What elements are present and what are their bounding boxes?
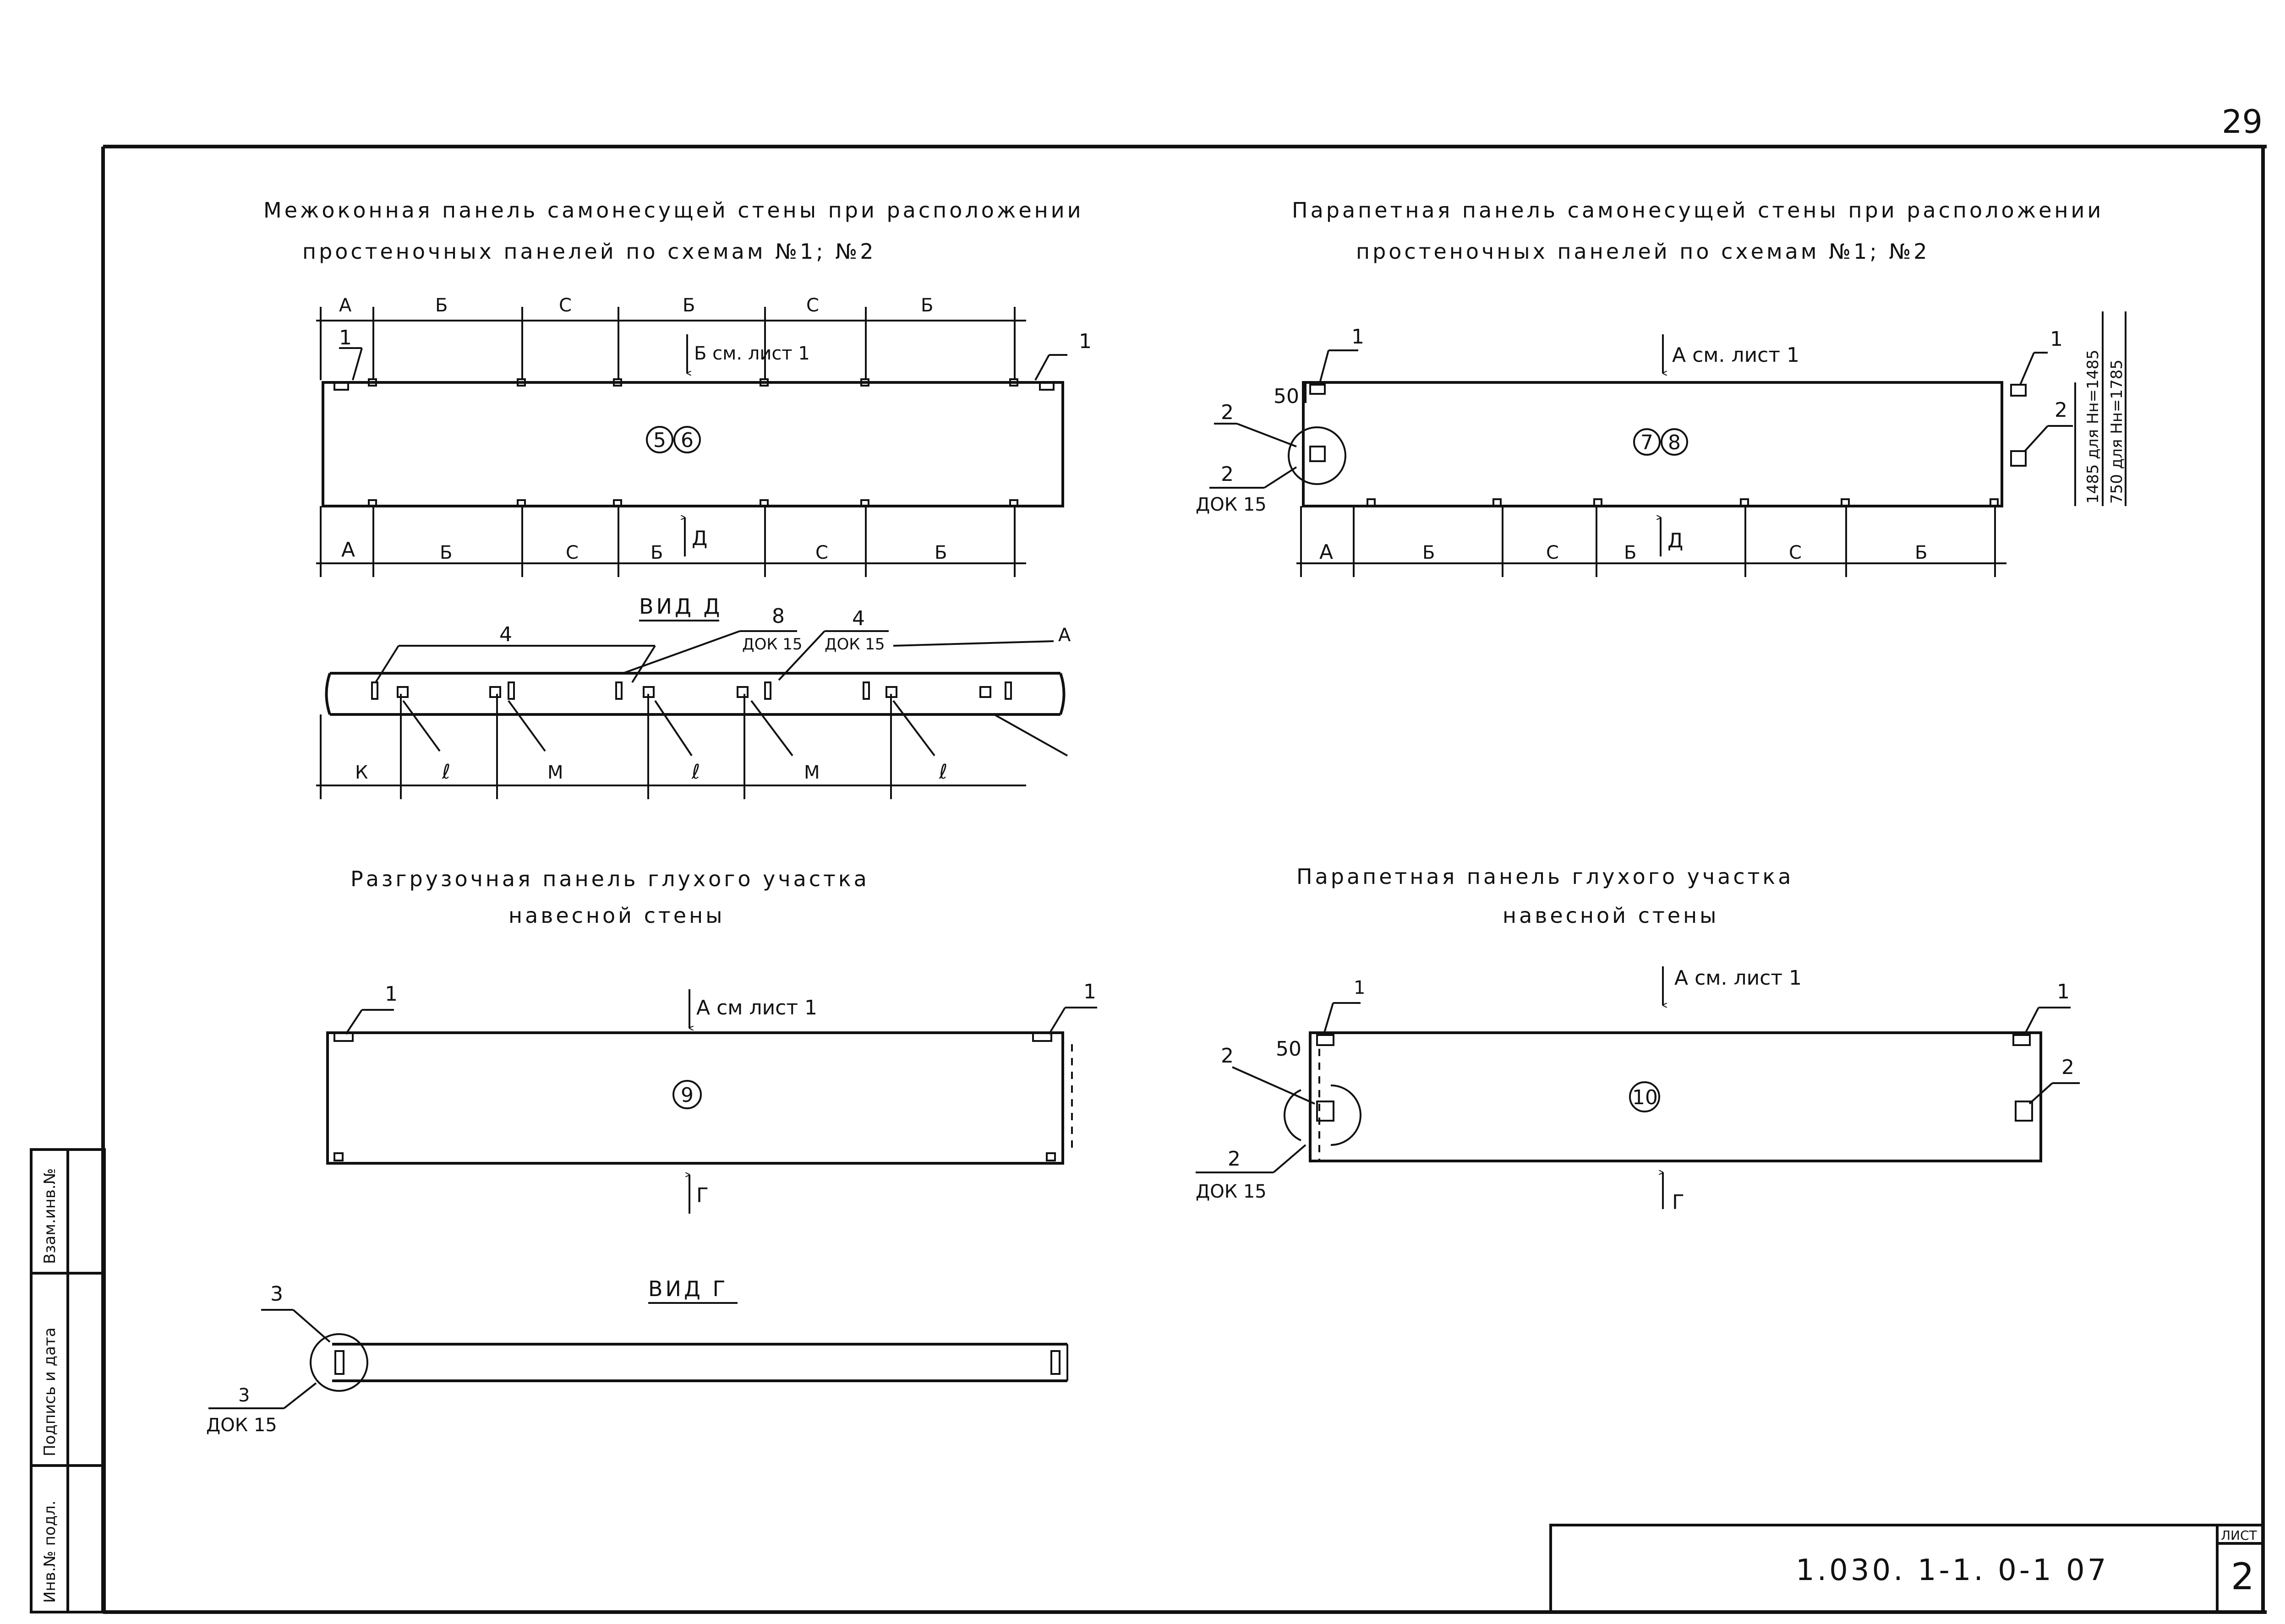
tl-bot-dim-b3: Б <box>935 542 947 563</box>
view-d-dim-m2: М <box>804 762 820 783</box>
br-doc-ref: ДОК 15 <box>1196 1181 1267 1202</box>
br-callout-2-bottom: 2 <box>1228 1147 1241 1171</box>
tl-see-note: Б см. лист 1 <box>694 343 810 364</box>
view-g-doc-ref: ДОК 15 <box>206 1415 277 1436</box>
panel-bl-title-2: навесной стены <box>508 903 725 928</box>
doc-code: 1.030. 1-1. 0-1 07 <box>1796 1553 2109 1587</box>
tr-see-note: А см. лист 1 <box>1672 343 1799 367</box>
side-stamp <box>31 1150 104 1612</box>
panel-tr-title-2: простеночных панелей по схемам №1; №2 <box>1356 239 1930 264</box>
view-d-callout-4b: 4 <box>852 607 865 630</box>
sheet-number: 2 <box>2231 1555 2254 1598</box>
tr-dim-50: 50 <box>1274 385 1299 408</box>
tr-arrow-label: Д <box>1667 529 1684 552</box>
panel-top-right <box>1196 198 2126 577</box>
tl-callout-1-right: 1 <box>1079 330 1092 353</box>
view-d-dim-l3: ℓ <box>939 760 948 784</box>
view-g-callout-3-ref: 3 <box>238 1385 250 1406</box>
tr-callout-1-right: 1 <box>2050 327 2063 351</box>
tr-doc-ref: ДОК 15 <box>1196 494 1267 515</box>
panel-tr-title-1: Парапетная панель самонесущей стены при расположении <box>1292 198 2104 223</box>
stamp-replace-inv: Взам.инв.№ <box>41 1168 59 1264</box>
tl-top-dim-b3: Б <box>921 295 934 316</box>
tr-callout-2-top: 2 <box>1221 401 1234 424</box>
br-callout-1-right: 1 <box>2057 980 2070 1003</box>
br-panel-outline <box>1310 1033 2041 1161</box>
tl-bot-dim-c1: С <box>566 542 579 563</box>
tr-callout-1-left: 1 <box>1351 325 1364 349</box>
tl-mark-5: 5 <box>653 429 666 452</box>
tr-bot-dim-b1: Б <box>1422 542 1435 563</box>
view-d-callout-a: А <box>1058 625 1071 646</box>
br-mark-10: 10 <box>1632 1086 1658 1109</box>
tl-top-dim-c1: С <box>559 295 572 316</box>
panel-bottom-left <box>328 866 1097 1214</box>
view-d-ref-8: ДОК 15 <box>742 635 803 654</box>
tr-h-note-1: 1485 для Нн=1485 <box>2084 349 2102 504</box>
bl-callout-1-left: 1 <box>385 982 398 1006</box>
bl-panel-outline <box>328 1033 1063 1163</box>
tl-arrow-label: Д <box>692 527 708 550</box>
view-g-callout-3: 3 <box>270 1282 283 1306</box>
tr-mark-8: 8 <box>1668 431 1681 454</box>
br-see-note: А см. лист 1 <box>1674 966 1802 990</box>
tl-bot-dim-b1: Б <box>440 542 453 563</box>
panel-tl-title-1: Межоконная панель самонесущей стены при расположении <box>263 198 1084 223</box>
tr-mark-7: 7 <box>1640 431 1653 454</box>
tl-callout-1-left: 1 <box>339 326 352 349</box>
br-callout-2-right: 2 <box>2061 1056 2074 1079</box>
bl-mark-9: 9 <box>681 1084 694 1107</box>
panel-tl-title-2: простеночных панелей по схемам №1; №2 <box>302 239 876 264</box>
view-d-callout-4: 4 <box>499 623 512 646</box>
view-d-dim-l1: ℓ <box>442 760 451 784</box>
stamp-inv-orig: Инв.№ подл. <box>41 1500 59 1603</box>
bl-arrow-label: Г <box>696 1184 709 1207</box>
view-d-dim-m1: М <box>547 762 563 783</box>
view-d <box>316 594 1071 799</box>
view-g-title: ВИД Г <box>648 1276 728 1301</box>
panel-top-left <box>263 198 1092 577</box>
view-d-dim-k: К <box>355 762 368 783</box>
panel-bl-title-1: Разгрузочная панель глухого участка <box>350 866 869 891</box>
br-callout-1-left: 1 <box>1354 977 1366 998</box>
stamp-signature-date: Подпись и дата <box>41 1327 59 1456</box>
tl-bot-dim-b2: Б <box>651 542 663 563</box>
panel-bottom-right <box>1196 864 2080 1214</box>
bl-callout-1-right: 1 <box>1083 980 1096 1003</box>
br-dim-50: 50 <box>1276 1037 1301 1061</box>
tl-mark-6: 6 <box>681 429 694 452</box>
view-d-title: ВИД Д <box>639 594 723 619</box>
tr-bot-dim-b2: Б <box>1624 542 1637 563</box>
tr-callout-2-right: 2 <box>2055 398 2067 422</box>
panel-br-title-2: навесной стены <box>1503 903 1719 928</box>
br-arrow-label: Г <box>1672 1191 1684 1214</box>
title-block <box>1551 1525 2263 1612</box>
view-d-ref-4: ДОК 15 <box>825 635 885 654</box>
tl-bot-dim-c2: С <box>815 542 828 563</box>
tl-top-dim-b1: Б <box>435 295 448 316</box>
view-d-callout-8: 8 <box>772 605 785 628</box>
tl-bot-dim-a: А <box>341 538 355 561</box>
panel-br-title-1: Парапетная панель глухого участка <box>1296 864 1794 889</box>
br-callout-2-top: 2 <box>1221 1044 1234 1068</box>
tl-top-dim-b2: Б <box>683 295 695 316</box>
sheet-label: ЛИСТ <box>2221 1528 2257 1543</box>
tr-bot-dim-c2: С <box>1789 542 1802 563</box>
tr-bot-dim-b3: Б <box>1915 542 1928 563</box>
tl-top-dim-c2: С <box>806 295 819 316</box>
tr-h-note-2: 750 для Нн=1785 <box>2108 359 2126 504</box>
view-d-dim-l2: ℓ <box>692 760 700 784</box>
tr-callout-2-bottom: 2 <box>1221 463 1234 486</box>
bl-see-note: А см лист 1 <box>696 996 817 1019</box>
tl-top-dim-a: А <box>339 295 352 316</box>
tr-bot-dim-a: А <box>1319 540 1334 564</box>
tr-bot-dim-c1: С <box>1546 542 1559 563</box>
page-number: 29 <box>2222 103 2263 141</box>
view-g <box>206 1276 1067 1436</box>
